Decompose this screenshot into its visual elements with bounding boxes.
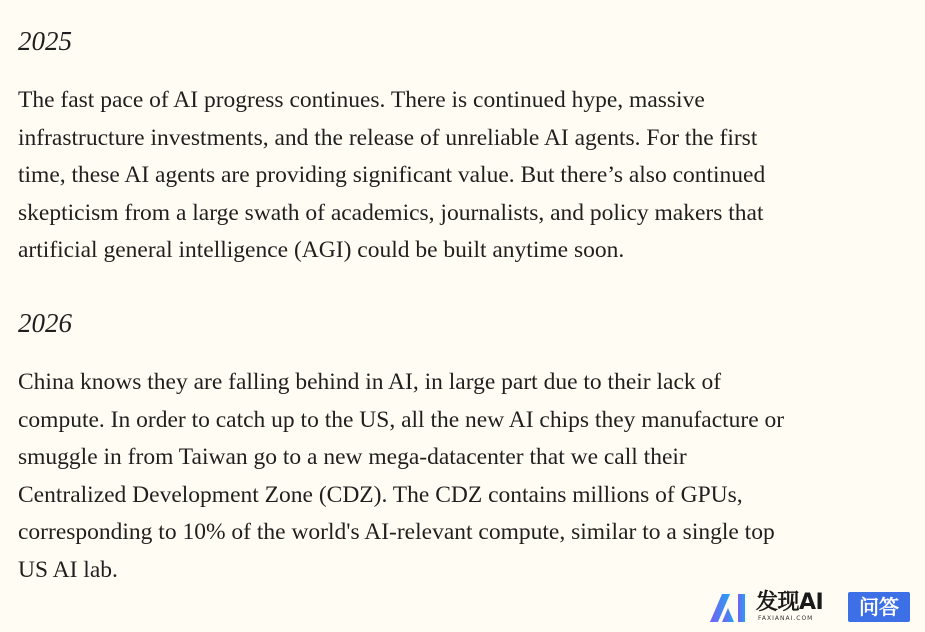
- paragraph-line: infrastructure investments, and the release of unreliable AI agents. For the first: [18, 124, 758, 151]
- paragraph-line: US AI lab.: [18, 556, 118, 583]
- brand-domain: FAXIANAI.COM: [758, 615, 814, 622]
- paragraph-line: skepticism from a large swath of academics, journalists, and policy makers that: [18, 199, 764, 226]
- paragraph-line: compute. In order to catch up to the US, all the new AI chips they manufacture or: [18, 406, 785, 433]
- paragraph-line: The fast pace of AI progress continues. There is continued hype, massive: [18, 87, 705, 113]
- brand-name: 发现AI: [756, 590, 824, 615]
- year-heading-2026: 2026: [18, 308, 72, 338]
- paragraph-line: corresponding to 10% of the world's AI-relevant compute, similar to a single top: [18, 519, 775, 545]
- paragraph-2026: [18, 364, 898, 589]
- paragraph-line: China knows they are falling behind in AI, in large part due to their lack of: [18, 369, 722, 395]
- paragraph-line: Centralized Development Zone (CDZ). The CDZ contains millions of GPUs,: [18, 481, 743, 508]
- paragraph-line: time, these AI agents are providing significant value. But there’s also continued: [18, 162, 766, 188]
- faxianai-watermark[interactable]: [708, 590, 913, 624]
- qa-badge[interactable]: 问答: [848, 592, 910, 622]
- year-heading-2025: 2025: [18, 26, 72, 56]
- faxianai-logo-icon: [708, 592, 748, 622]
- paragraph-line: artificial general intelligence (AGI) could be built anytime soon.: [18, 237, 625, 263]
- paragraph-line: smuggle in from Taiwan go to a new mega-datacenter that we call their: [18, 444, 687, 470]
- paragraph-2025: [18, 82, 898, 270]
